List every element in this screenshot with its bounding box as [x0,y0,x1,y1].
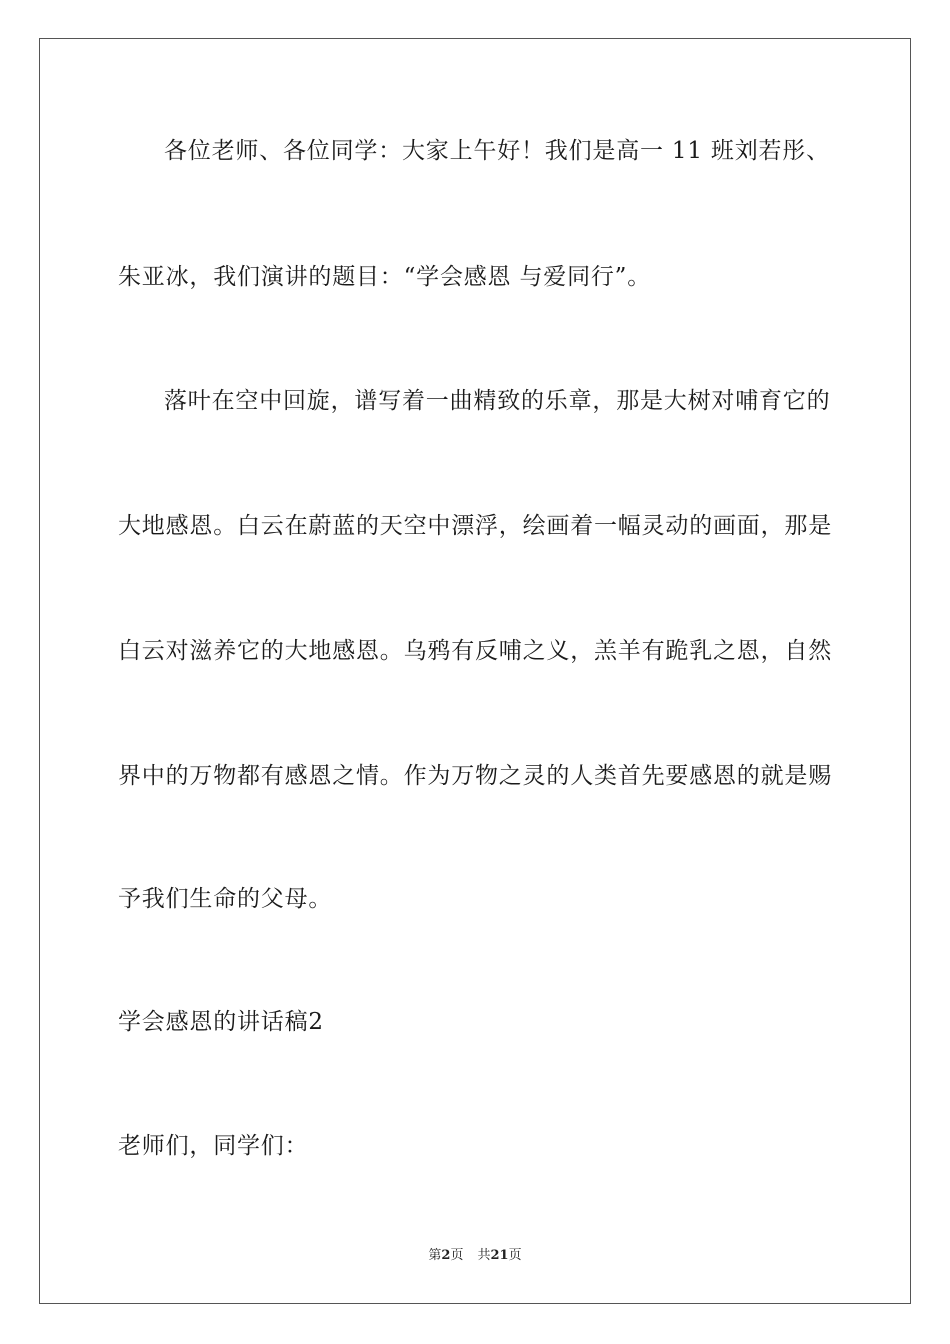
footer-total-suffix: 页 [508,1248,522,1263]
paragraph-2-line-3: 白云对滋养它的大地感恩。乌鸦有反哺之义，羔羊有跪乳之恩，自然 [118,638,832,664]
footer-total-prefix: 共 [477,1248,491,1263]
page-border [39,38,911,1304]
salutation: 老师们，同学们： [118,1133,309,1159]
paragraph-2-line-4: 界中的万物都有感恩之情。作为万物之灵的人类首先要感恩的就是赐 [118,763,832,789]
footer-page-current: 2 [441,1248,451,1263]
page-footer [0,1247,950,1265]
paragraph-2-line-2: 大地感恩。白云在蔚蓝的天空中漂浮，绘画着一幅灵动的画面，那是 [118,513,832,539]
footer-page-total: 21 [490,1248,509,1263]
paragraph-1-line-2: 朱亚冰，我们演讲的题目：“学会感恩 与爱同行”。 [118,264,652,290]
paragraph-2-line-1: 落叶在空中回旋，谱写着一曲精致的乐章，那是大树对哺育它的 [164,388,831,414]
paragraph-2-line-5: 予我们生命的父母。 [118,886,333,912]
footer-page-suffix: 页 [450,1248,464,1263]
footer-page-prefix: 第 [428,1248,442,1263]
paragraph-1-line-1: 各位老师、各位同学：大家上午好！我们是高一 11 班刘若彤、 [164,138,830,164]
section-title: 学会感恩的讲话稿2 [118,1009,324,1035]
